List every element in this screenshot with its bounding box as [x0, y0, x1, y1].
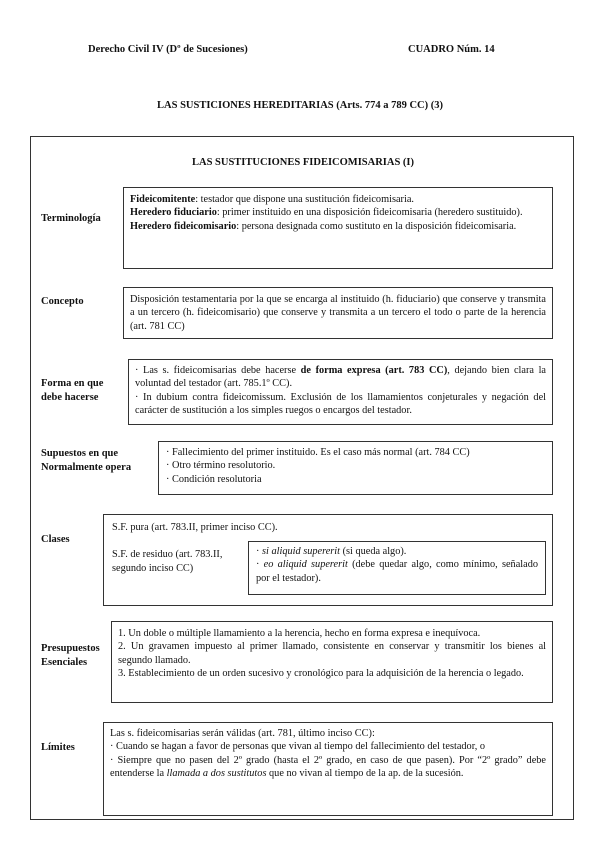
- box-concepto: [123, 287, 553, 339]
- supuesto-2: · Otro término resolutorio.: [166, 460, 276, 472]
- limites-1: Las s. fideicomisarias serán válidas (art. 781, último inciso CC):: [110, 728, 375, 739]
- presupuesto-1: 1. Un doble o múltiple llamamiento a la herencia, hecho en forma expresa e inequívoca.: [118, 628, 481, 639]
- label-supuestos: Supuestos en que Normalmente opera: [41, 448, 132, 473]
- residuo-1: · si aliquid supererit (si queda algo).: [256, 546, 407, 557]
- main-frame: [30, 136, 574, 820]
- term-fideicomisario: Heredero fideicomisario: persona designada como sustituto en la disposición fideicomisaria.: [130, 220, 517, 232]
- limites-3: · Siempre que no pasen del 2º grado (hasta el 2º grado, en caso de que pasen). Por “2º grado” debe entenderse la llamada a dos sustitutos que no vivan al tiempo de la ap. de la sucesión.: [110, 754, 546, 780]
- residuo-2: · eo aliquid supererit (debe quedar algo, como mínimo, señalado por el testador).: [256, 559, 538, 584]
- supuesto-1: · Fallecimiento del primer instituido. Es el caso más normal (art. 784 CC): [166, 447, 470, 458]
- box-residuo: [248, 541, 546, 595]
- box-presupuestos: [111, 621, 553, 703]
- presupuesto-2: 2. Un gravamen impuesto al primer llamado, consistente en conservar y transmitir los bienes al segundo llamado.: [118, 641, 546, 666]
- term-fiduciario: Heredero fiduciario: primer instituido en una disposición fideicomisaria (heredero sustituido).: [130, 207, 523, 219]
- forma-p2: · In dubium contra fideicomissum. Exclusión de los llamamientos conjeturales y negación del carácter de sustitución a los simples ruegos o encargos del testador.: [135, 391, 546, 417]
- label-forma: Forma en que debe hacerse: [41, 378, 104, 403]
- box-forma: [128, 359, 553, 425]
- term-fideicomitente: Fideicomitente: testador que dispone una sustitución fideicomisaria.: [130, 194, 414, 205]
- label-concepto: Concepto: [41, 296, 84, 307]
- label-clases: Clases: [41, 534, 70, 545]
- supuesto-3: · Condición resolutoria: [166, 473, 262, 485]
- clases-residuo: S.F. de residuo (art. 783.II, segundo inciso CC): [112, 549, 223, 574]
- limites-2: · Cuando se hagan a favor de personas que vivan al tiempo del fallecimiento del testador, o: [110, 741, 486, 753]
- label-limites: Límites: [41, 742, 75, 753]
- label-terminologia: Terminología: [41, 213, 101, 224]
- box-supuestos: [158, 441, 553, 495]
- concepto-text: Disposición testamentaria por la que se encarga al instituido (h. fiduciario) que conserve y transmita a un tercero (h. fideicomisario) que conserve y transmita a un tercero el todo o parte de la herencia (art. 781 CC): [130, 294, 546, 332]
- box-clases: [103, 514, 553, 606]
- presupuesto-3: 3. Establecimiento de un orden sucesivo y cronológico para la adquisición de la herencia o legado.: [118, 668, 524, 680]
- header-right: CUADRO Núm. 14: [408, 44, 495, 55]
- main-title: LAS SUSTICIONES HEREDITARIAS (Arts. 774 a 789 CC) (3): [157, 100, 443, 111]
- clases-pura: S.F. pura (art. 783.II, primer inciso CC).: [112, 522, 278, 533]
- label-presupuestos: Presupuestos Esenciales: [41, 643, 100, 668]
- box-terminologia: [123, 187, 553, 269]
- header-left: Derecho Civil IV (Dº de Sucesiones): [88, 44, 248, 55]
- frame-title: LAS SUSTITUCIONES FIDEICOMISARIAS (I): [191, 157, 414, 168]
- forma-p1: · Las s. fideicomisarias debe hacerse de forma expresa (art. 783 CC), dejando bien clara la voluntad del testador (art. 785.1º CC).: [135, 365, 546, 390]
- box-limites: [103, 722, 553, 816]
